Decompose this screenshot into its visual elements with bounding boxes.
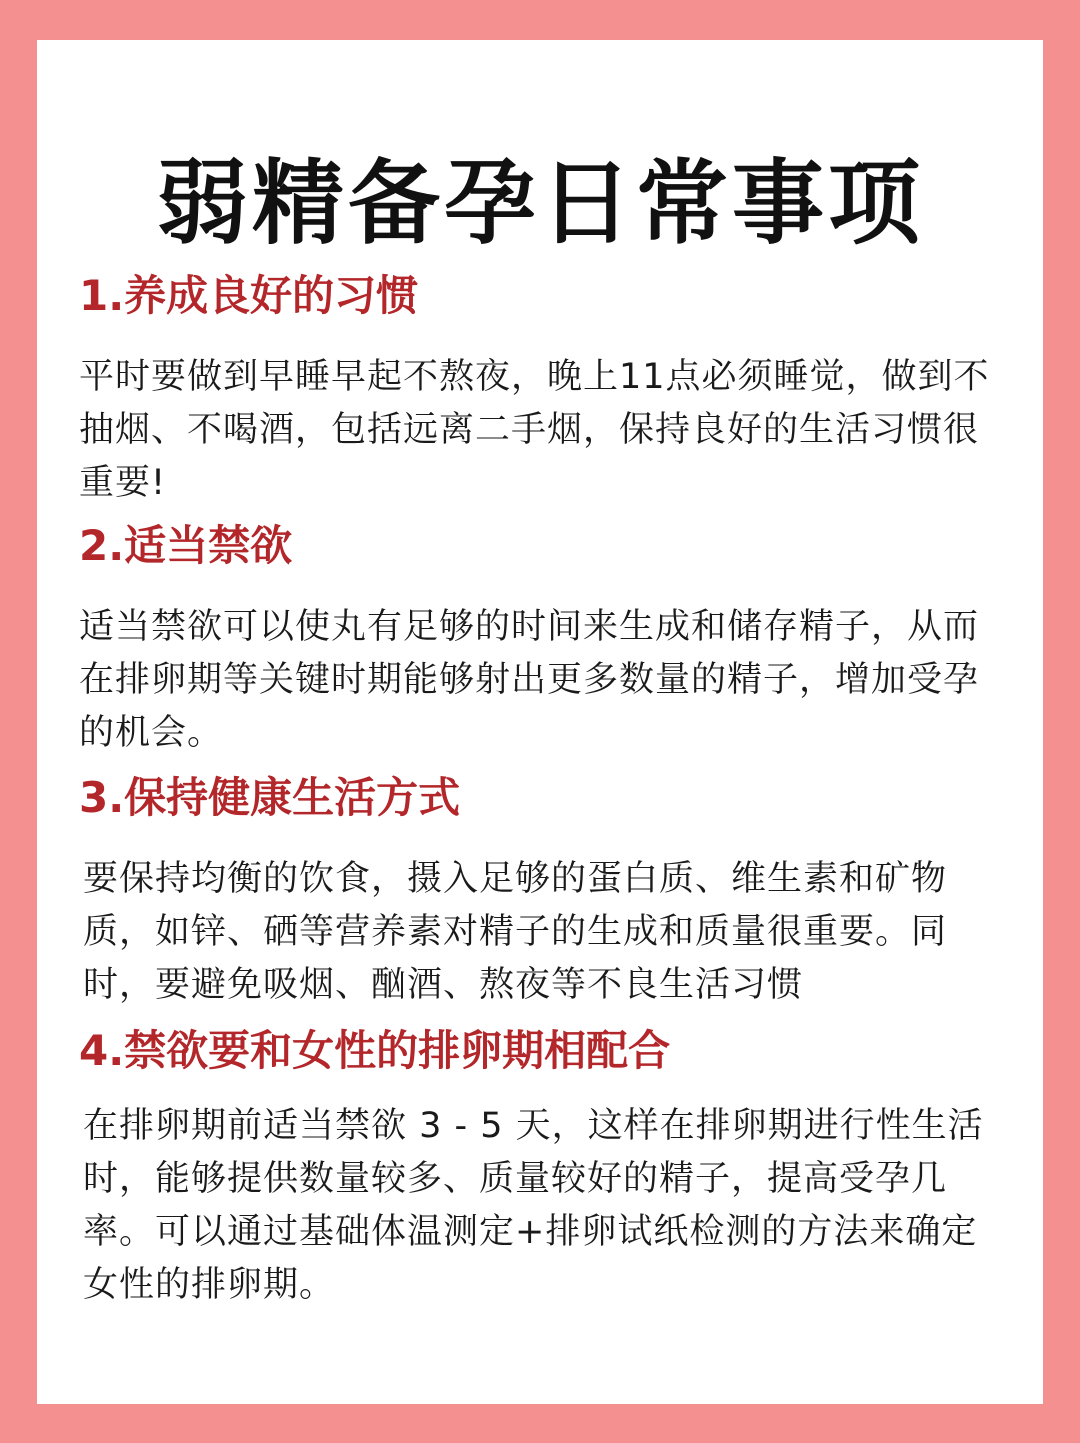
- section-body: 平时要做到早睡早起不熬夜，晚上11点必须睡觉，做到不抽烟、不喝酒，包括远离二手烟，保持良好的生活习惯很重要!: [79, 357, 990, 503]
- section-heading: 1.养成良好的习惯: [79, 271, 419, 320]
- page-title: 弱精备孕日常事项: [155, 150, 924, 257]
- section-heading: 3.保持健康生活方式: [79, 773, 461, 822]
- section-abstinence: [79, 521, 1009, 760]
- section-body: 在排卵期前适当禁欲 3 - 5 天，这样在排卵期进行性生活时，能够提供数量较多、质量较好的精子，提高受孕几率。可以通过基础体温测定+排卵试纸检测的方法来确定女性的排卵期。: [83, 1106, 984, 1305]
- section-body: 要保持均衡的饮食，摄入足够的蛋白质、维生素和矿物质，如锌、硒等营养素对精子的生成和质量很重要。同时，要避免吸烟、酗酒、熬夜等不良生活习惯: [83, 859, 948, 1005]
- section-healthy-lifestyle: [79, 773, 1009, 1012]
- section-body: 适当禁欲可以使丸有足够的时间来生成和储存精子，从而在排卵期等关键时期能够射出更多数量的精子，增加受孕的机会。: [79, 607, 980, 753]
- section-heading: 4.禁欲要和女性的排卵期相配合: [79, 1026, 671, 1075]
- content-card: [37, 40, 1043, 1404]
- section-ovulation-timing: [79, 1026, 1009, 1312]
- section-good-habits: [79, 271, 1009, 510]
- section-heading: 2.适当禁欲: [79, 521, 293, 570]
